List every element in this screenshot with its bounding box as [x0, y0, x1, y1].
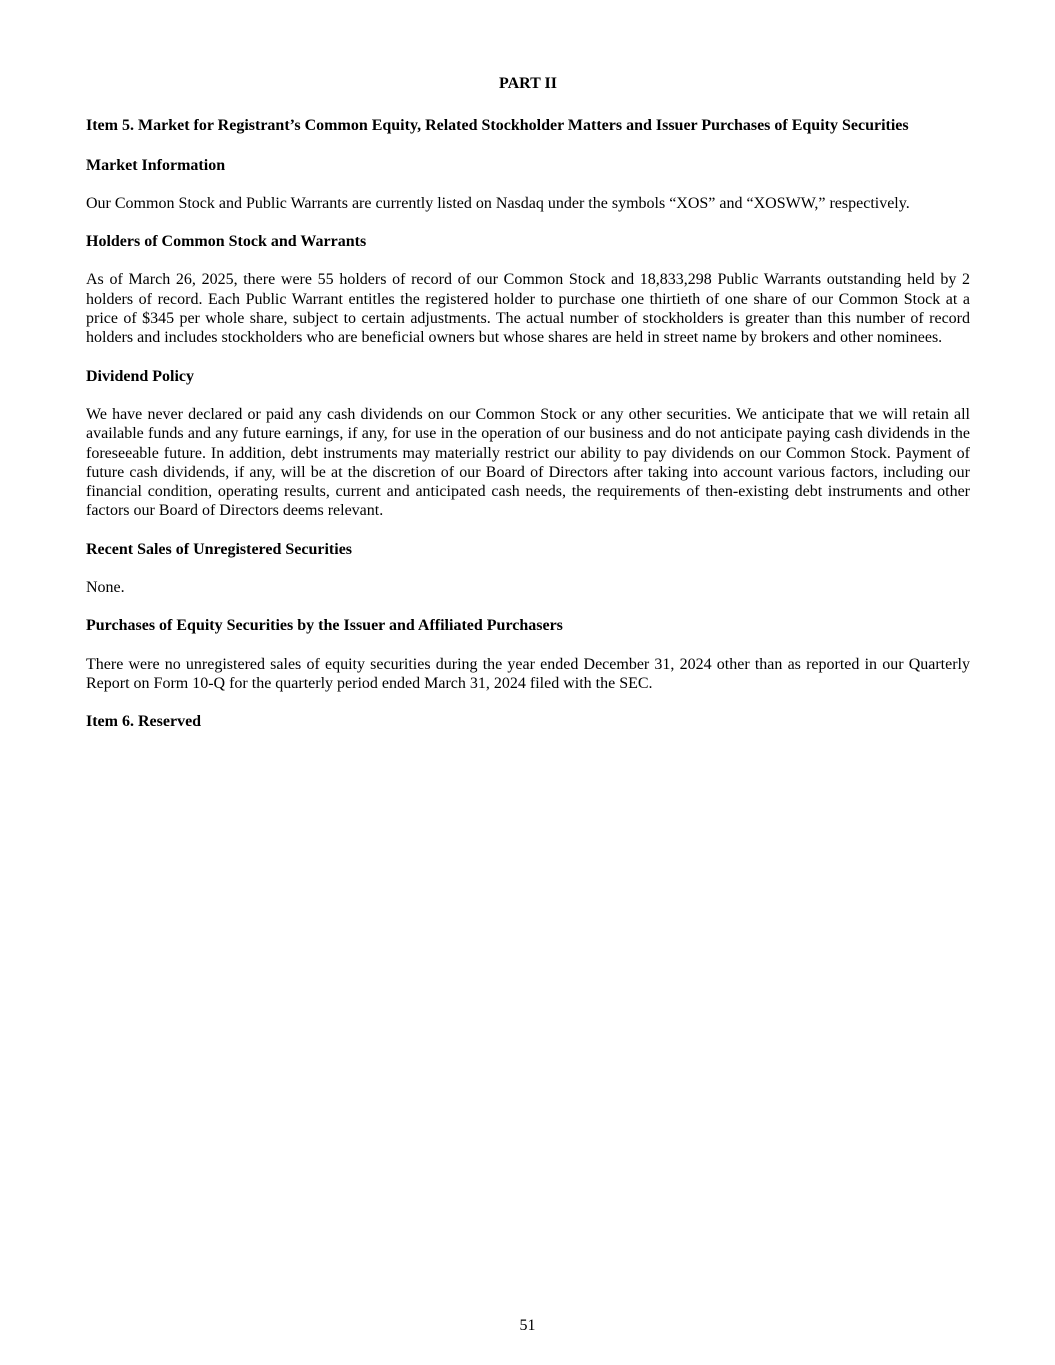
part-title: PART II: [499, 75, 557, 92]
market-information-paragraph: Our Common Stock and Public Warrants are currently listed on Nasdaq under the symbols “XOS” and “XOSWW,” respectively.: [86, 194, 910, 212]
item6-heading: Item 6. Reserved: [86, 713, 202, 731]
purchases-paragraph: There were no unregistered sales of equity securities during the year ended December 31, 2024 other than as reported in our Quarterly Report on Form 10-Q for the quarterly period ended March 31, 2024 filed with the SEC.: [86, 655, 970, 692]
dividend-policy-heading: Dividend Policy: [86, 367, 195, 385]
market-information-heading: Market Information: [86, 156, 226, 174]
purchases-heading: Purchases of Equity Securities by the Issuer and Affiliated Purchasers: [86, 617, 563, 635]
dividend-policy-paragraph: We have never declared or paid any cash dividends on our Common Stock or any other securities. We anticipate that we will retain all available funds and any future earnings, if any, for use in the operation of our business and do not anticipate paying cash dividends in the foreseeable future. In addition, debt instruments may materially restrict our ability to pay dividends on our Common Stock. Payment of future cash dividends, if any, will be at the discretion of our Board of Directors after taking into account various factors, including our financial condition, operating results, current and anticipated cash needs, the requirements of then-existing debt instruments and other factors our Board of Directors deems relevant.: [86, 405, 970, 520]
recent-sales-heading: Recent Sales of Unregistered Securities: [86, 540, 353, 558]
holders-heading: Holders of Common Stock and Warrants: [86, 233, 367, 251]
item5-heading: Item 5. Market for Registrant’s Common Equity, Related Stockholder Matters and Issuer Purchases of Equity Securities: [86, 117, 909, 135]
holders-paragraph: As of March 26, 2025, there were 55 holders of record of our Common Stock and 18,833,298 Public Warrants outstanding held by 2 holders of record. Each Public Warrant entitles the registered holder to purchase one thirtieth of one share of our Common Stock at a price of $345 per whole share, subject to certain adjustments. The actual number of stockholders is greater than this number of record holders and includes stockholders who are beneficial owners but whose shares are held in street name by brokers and other nominees.: [86, 271, 970, 347]
document-page: [86, 74, 970, 751]
page-number: 51: [519, 1317, 536, 1334]
recent-sales-paragraph: None.: [86, 579, 125, 597]
